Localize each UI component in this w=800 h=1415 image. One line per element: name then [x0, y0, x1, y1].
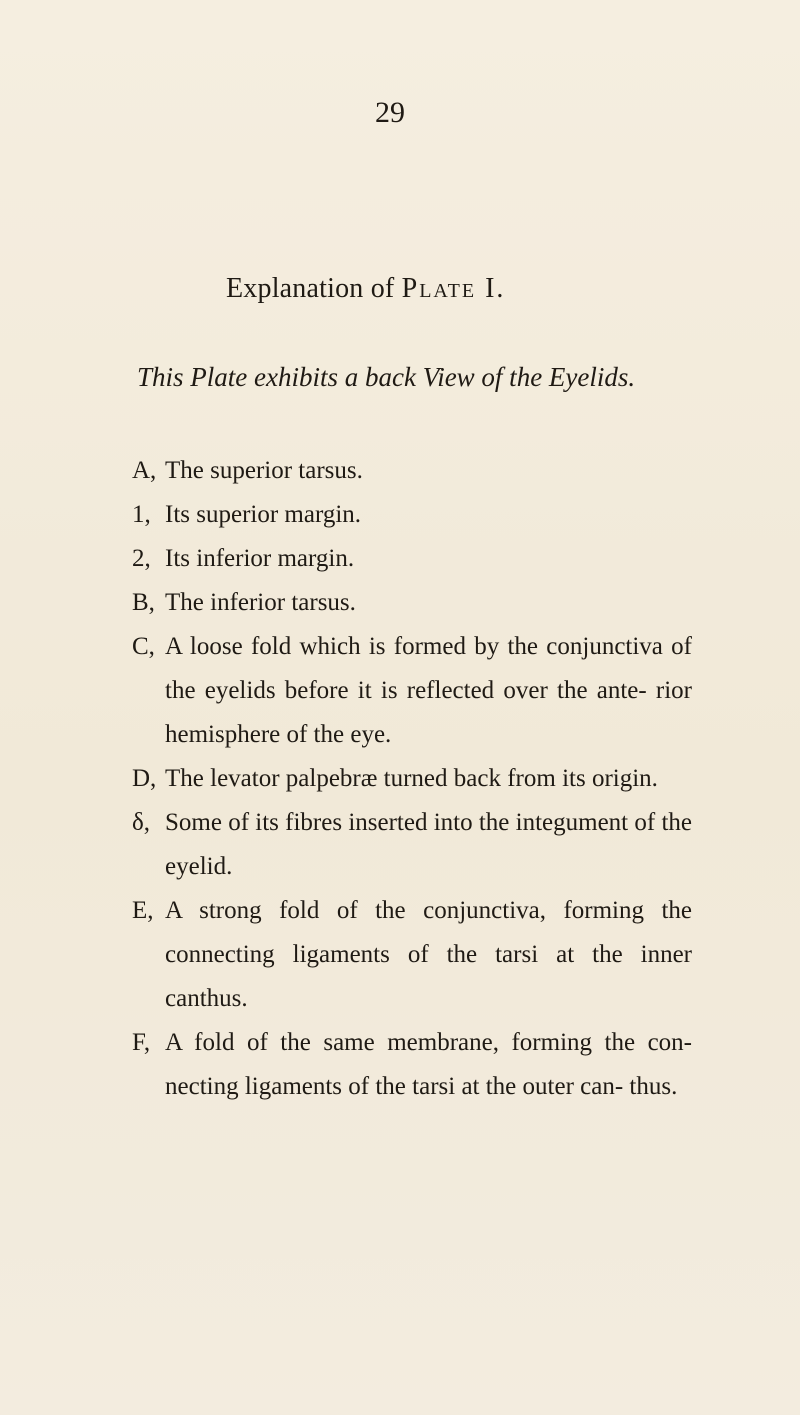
legend-key: 2,: [132, 545, 151, 572]
legend-key: A,: [132, 457, 157, 484]
legend-text: A fold of the same membrane, forming the con- necting ligaments of the tarsi at the outer can- thus.: [165, 1029, 692, 1100]
legend-entry-d: [132, 757, 692, 801]
heading-prefix: Explanation of: [226, 273, 402, 304]
legend-text: The levator palpebræ turned back from its origin.: [165, 765, 658, 792]
legend-entry-a: [132, 449, 692, 493]
legend-key: δ,: [132, 809, 151, 836]
legend-text: The inferior tarsus.: [165, 589, 356, 616]
legend-key: F,: [132, 1029, 151, 1056]
legend-key: B,: [132, 589, 155, 616]
legend-entry-e: [132, 889, 692, 1021]
legend-list: [132, 449, 692, 1109]
heading-plate: Plate I.: [401, 273, 506, 304]
legend-text: A loose fold which is formed by the conjunctiva of the eyelids before it is reflected over the ante- rior hemisphere of the eye.: [165, 633, 692, 748]
legend-text: The superior tarsus.: [165, 457, 363, 484]
legend-key: 1,: [132, 501, 151, 528]
legend-entry-b: [132, 581, 692, 625]
legend-entry-f: [132, 1021, 692, 1109]
legend-key: E,: [132, 897, 154, 924]
legend-key: D,: [132, 765, 157, 792]
legend-text: A strong fold of the conjunctiva, forming the connecting ligaments of the tarsi at the inner canthus.: [165, 897, 692, 1012]
page-number: 29: [375, 96, 405, 129]
legend-text: Some of its fibres inserted into the integument of the eyelid.: [165, 809, 692, 880]
legend-text: Its inferior margin.: [165, 545, 355, 572]
legend-entry-c: [132, 625, 692, 757]
legend-entry-delta: [132, 801, 692, 889]
legend-text: Its superior margin.: [165, 501, 362, 528]
plate-heading: [226, 273, 505, 305]
plate-subtitle: This Plate exhibits a back View of the Eyelids.: [137, 362, 636, 392]
legend-key: C,: [132, 633, 155, 660]
legend-entry-1: [132, 493, 692, 537]
legend-entry-2: [132, 537, 692, 581]
